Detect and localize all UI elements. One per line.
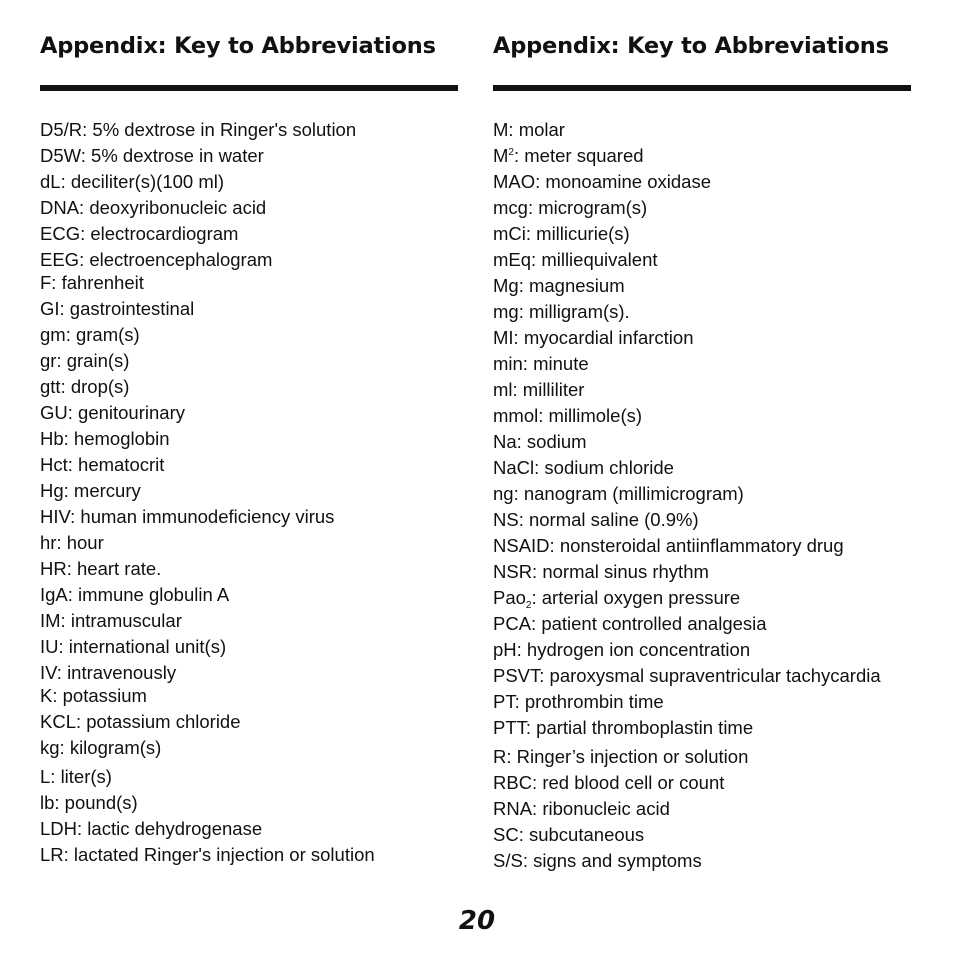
abbreviation-entry: ng: nanogram (millimicrogram) — [493, 483, 744, 504]
abbreviation-entry: M: molar — [493, 119, 565, 140]
abbreviation-entry: pH: hydrogen ion concentration — [493, 639, 751, 660]
abbreviation-entry: L: liter(s) — [40, 766, 112, 787]
abbreviation-entry: Mg: magnesium — [493, 275, 625, 296]
left-column-title: Appendix: Key to Abbreviations — [40, 33, 436, 59]
abbreviation-text: Pao — [493, 587, 526, 608]
abbreviation-text: M — [493, 145, 509, 166]
abbreviation-entry: gtt: drop(s) — [40, 376, 130, 397]
abbreviation-entry: F: fahrenheit — [40, 272, 144, 293]
abbreviation-entry: mg: milligram(s). — [493, 301, 630, 322]
abbreviation-entry: IM: intramuscular — [40, 610, 182, 631]
abbreviation-entry: mcg: microgram(s) — [493, 197, 648, 218]
abbreviation-entry: mCi: millicurie(s) — [493, 223, 630, 244]
abbreviation-entry: IV: intravenously — [40, 662, 177, 683]
abbreviation-entry: lb: pound(s) — [40, 792, 138, 813]
abbreviation-entry: PTT: partial thromboplastin time — [493, 717, 754, 738]
abbreviation-entry: KCL: potassium chloride — [40, 711, 241, 732]
abbreviation-entry: ml: milliliter — [493, 379, 585, 400]
abbreviation-entry: GU: genitourinary — [40, 402, 185, 423]
abbreviation-entry: MI: myocardial infarction — [493, 327, 694, 348]
abbreviation-entry: NSR: normal sinus rhythm — [493, 561, 709, 582]
abbreviation-entry: PSVT: paroxysmal supraventricular tachycardia — [493, 665, 881, 686]
right-title-rule — [493, 85, 911, 91]
abbreviation-entry: D5/R: 5% dextrose in Ringer's solution — [40, 119, 357, 140]
left-abbreviation-list — [40, 117, 375, 868]
right-column — [493, 30, 911, 871]
abbreviation-entry-arterial-oxygen — [493, 585, 881, 611]
abbreviation-entry: LR: lactated Ringer's injection or solution — [40, 844, 375, 865]
abbreviation-entry: PT: prothrombin time — [493, 691, 664, 712]
abbreviation-entry: mmol: millimole(s) — [493, 405, 643, 426]
right-abbreviation-list — [493, 117, 881, 874]
abbreviation-entry: RNA: ribonucleic acid — [493, 798, 670, 819]
abbreviation-entry: S/S: signs and symptoms — [493, 850, 702, 871]
abbreviation-text: : meter squared — [513, 145, 644, 166]
abbreviation-entry: gm: gram(s) — [40, 324, 140, 345]
abbreviation-entry-meter-squared — [493, 143, 881, 169]
abbreviation-entry: Na: sodium — [493, 431, 587, 452]
abbreviation-entry: SC: subcutaneous — [493, 824, 645, 845]
abbreviation-entry: EEG: electroencephalogram — [40, 249, 273, 270]
abbreviation-entry: dL: deciliter(s)(100 ml) — [40, 171, 225, 192]
abbreviation-entry: ECG: electrocardiogram — [40, 223, 239, 244]
abbreviation-entry: IgA: immune globulin A — [40, 584, 230, 605]
abbreviation-entry: MAO: monoamine oxidase — [493, 171, 711, 192]
left-column — [40, 30, 458, 865]
subscript: 2 — [525, 600, 532, 611]
abbreviation-entry: K: potassium — [40, 685, 147, 706]
abbreviation-entry: PCA: patient controlled analgesia — [493, 613, 767, 634]
abbreviation-entry: hr: hour — [40, 532, 104, 553]
abbreviation-entry: R: Ringer’s injection or solution — [493, 746, 749, 767]
abbreviation-entry: GI: gastrointestinal — [40, 298, 195, 319]
abbreviation-entry: HIV: human immunodeficiency virus — [40, 506, 335, 527]
abbreviation-entry: min: minute — [493, 353, 589, 374]
abbreviation-entry: kg: kilogram(s) — [40, 737, 162, 758]
right-column-title: Appendix: Key to Abbreviations — [493, 33, 889, 59]
abbreviation-entry: NSAID: nonsteroidal antiinflammatory drug — [493, 535, 844, 556]
abbreviation-entry: LDH: lactic dehydrogenase — [40, 818, 263, 839]
abbreviation-entry: Hct: hematocrit — [40, 454, 165, 475]
abbreviation-entry: RBC: red blood cell or count — [493, 772, 725, 793]
superscript: 2 — [508, 147, 514, 158]
abbreviation-entry: D5W: 5% dextrose in water — [40, 145, 264, 166]
abbreviation-entry: Hg: mercury — [40, 480, 141, 501]
abbreviation-entry: IU: international unit(s) — [40, 636, 227, 657]
abbreviation-entry: HR: heart rate. — [40, 558, 162, 579]
abbreviation-text: : arterial oxygen pressure — [531, 587, 741, 608]
abbreviation-entry: NS: normal saline (0.9%) — [493, 509, 699, 530]
abbreviation-entry: NaCl: sodium chloride — [493, 457, 674, 478]
abbreviation-entry: DNA: deoxyribonucleic acid — [40, 197, 267, 218]
abbreviation-entry: Hb: hemoglobin — [40, 428, 170, 449]
abbreviation-entry: gr: grain(s) — [40, 350, 130, 371]
page-number: 20 — [458, 906, 496, 936]
abbreviation-entry: mEq: milliequivalent — [493, 249, 658, 270]
left-title-rule — [40, 85, 458, 91]
